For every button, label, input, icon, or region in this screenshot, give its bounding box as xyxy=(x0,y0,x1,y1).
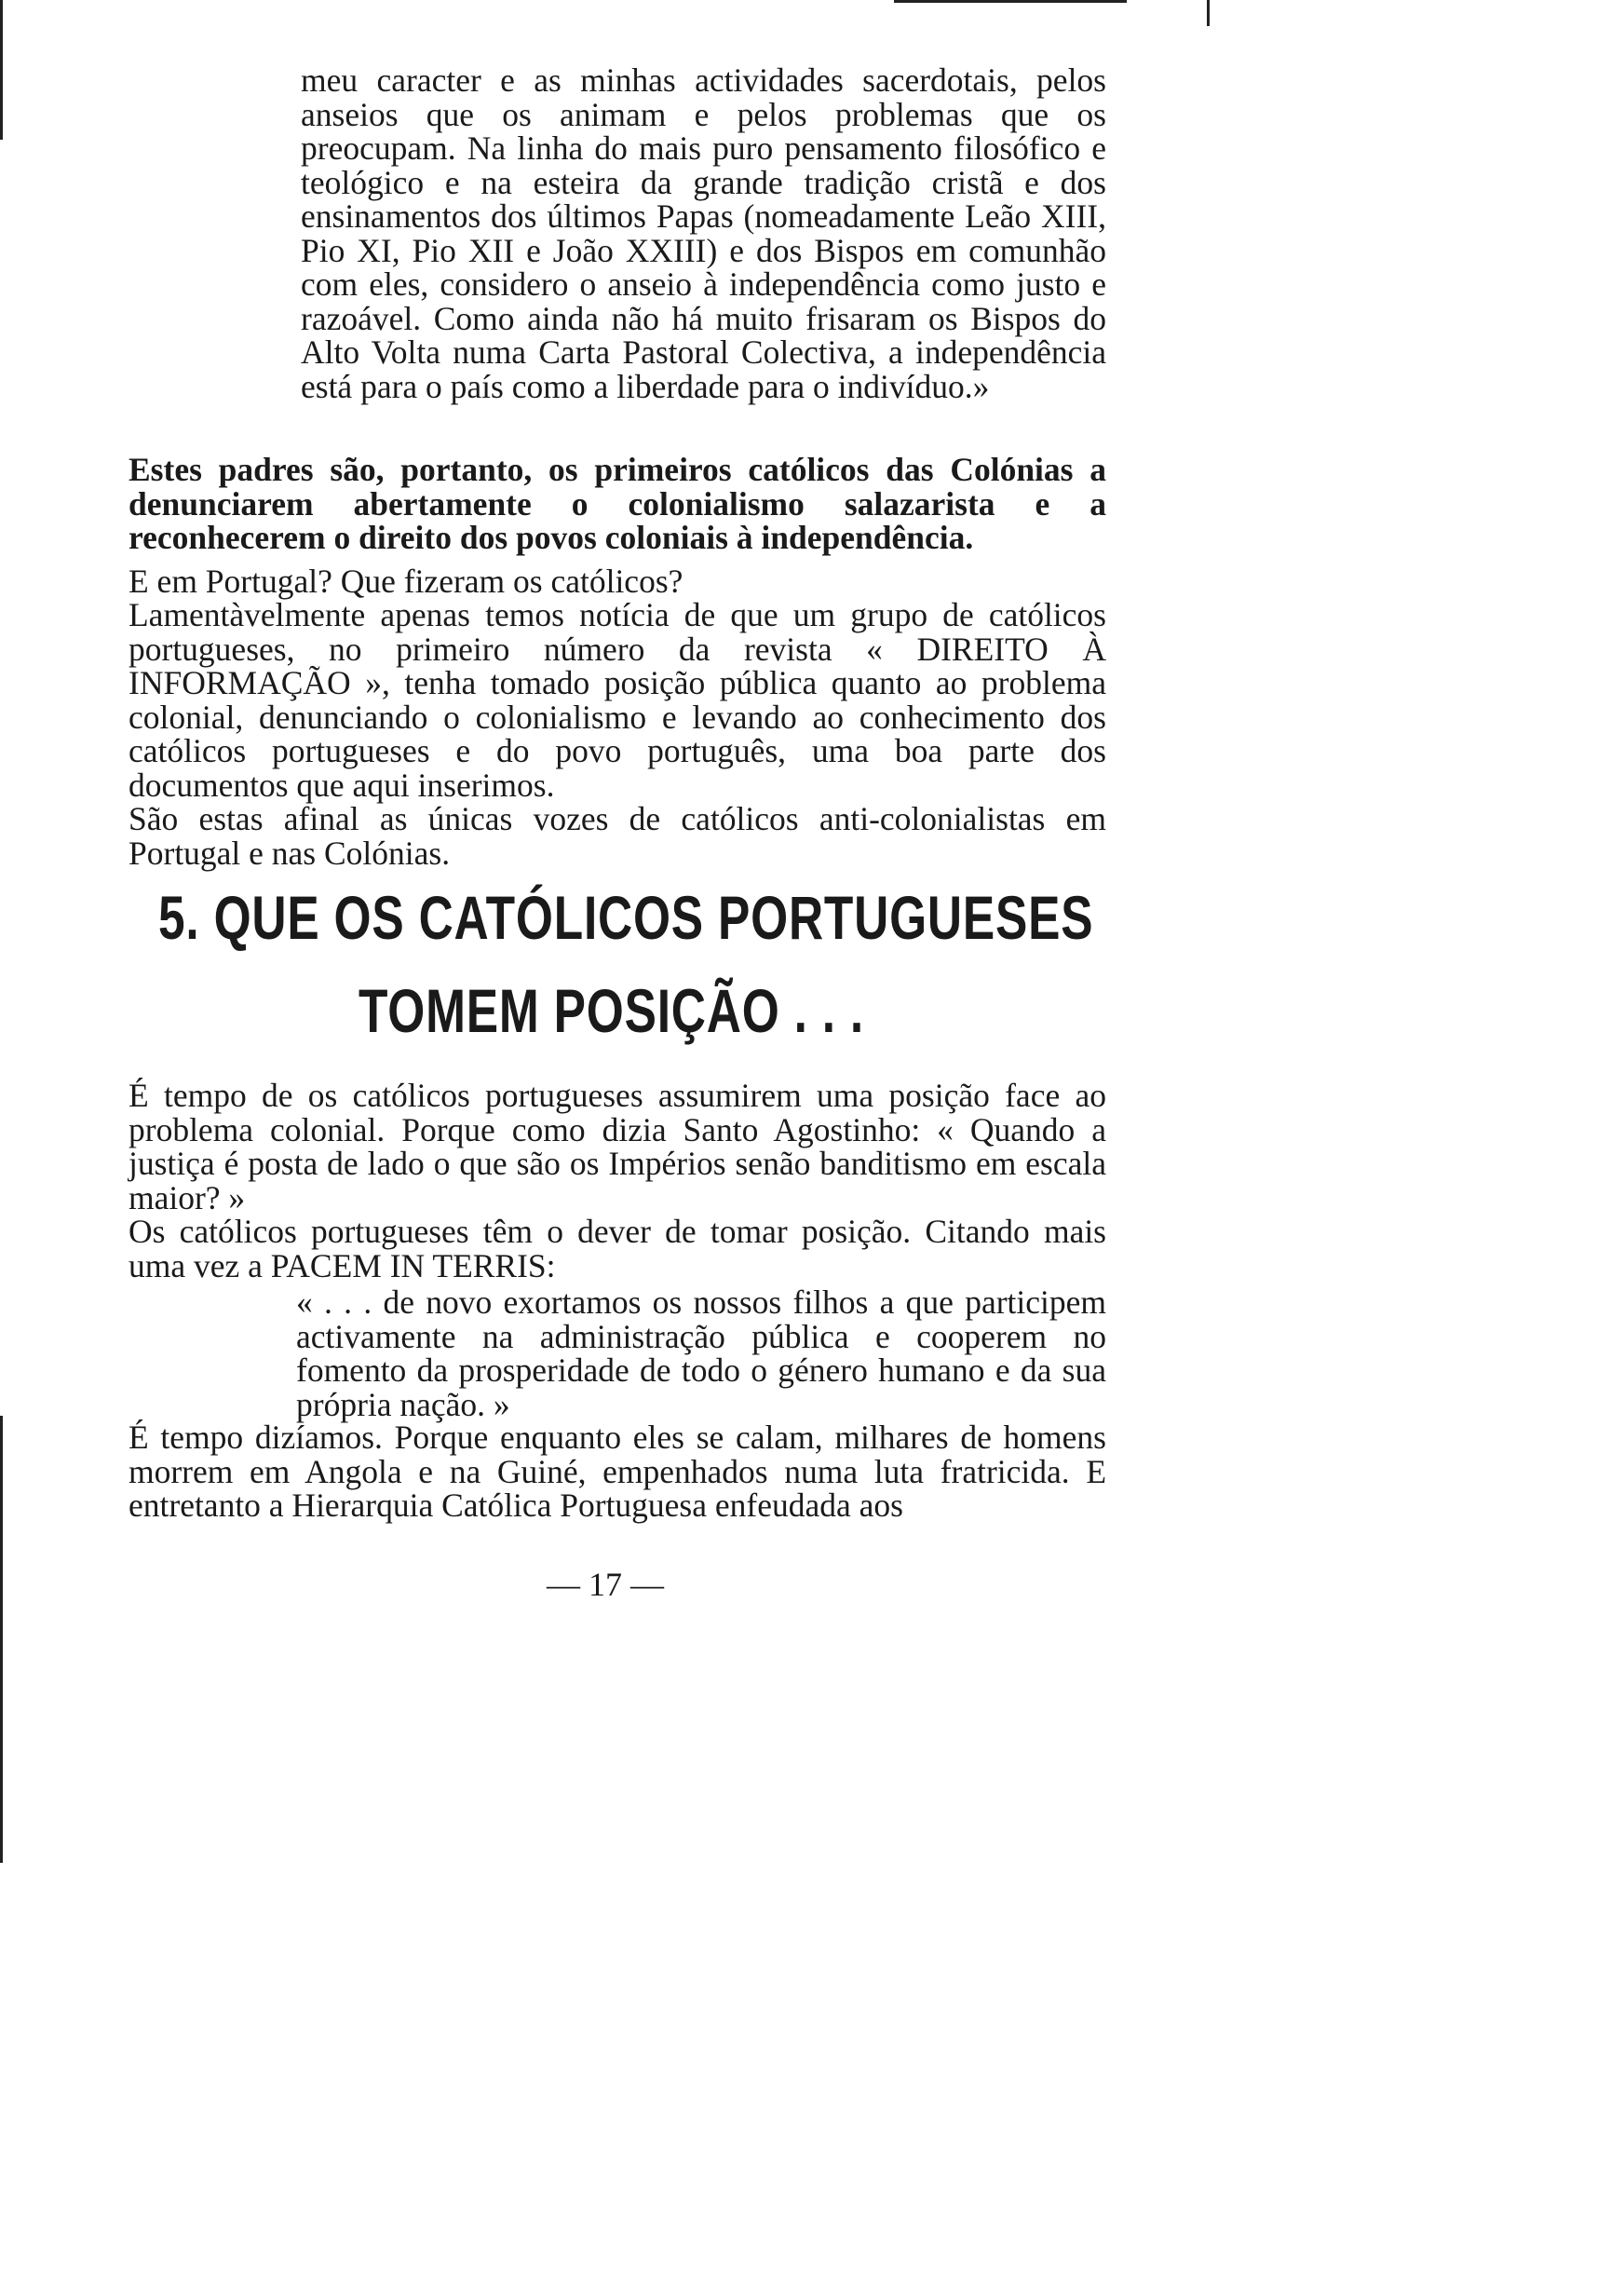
paragraph-3: Lamentàvelmente apenas temos notícia de que um grupo de católicos portugueses, no primeiro número da revista « DIREITO À INFORMAÇÃO », tenha tomado posição pública quanto ao problema colonial, denunciando o colonialismo e levando ao conhecimento dos católicos portugueses e do povo português, uma boa parte dos documentos que aqui inserimos. xyxy=(129,596,1106,804)
paragraph-4: São estas afinal as únicas vozes de católicos anti-colonialistas em Portugal e nas Colónias. xyxy=(129,800,1106,872)
page-number: — 17 — xyxy=(547,1566,664,1603)
section-heading-line-2: TOMEM POSIÇÃO . . . xyxy=(359,976,865,1045)
scan-edge-top-right xyxy=(1207,0,1210,26)
section-heading-line-1: 5. QUE OS CATÓLICOS PORTUGUESES xyxy=(158,883,1094,952)
quote-top-text: meu caracter e as minhas actividades sacerdotais, pelos anseios que os animam e pelos problemas que os preocupam. Na linha do mais puro pensamento filosófico e teológico e na esteira da grande tradição cristã e dos ensinamentos dos últimos Papas (nomeadamente Leão XIII, Pio XI, Pio XII e João XXIII) e dos Bispos em comunhão com eles, considero o anseio à independência como justo e razoável. Como ainda não há muito frisaram os Bispos do Alto Volta numa Carta Pastoral Colectiva, a independência está para o país como a liberdade para o indivíduo.» xyxy=(301,61,1106,405)
body-section-1 xyxy=(129,453,1106,870)
quote-continuation xyxy=(301,63,1106,403)
paragraph-7: É tempo dizíamos. Porque enquanto eles se calam, milhares de homens morrem em Angola e na Guiné, empenhados numa luta fratricida. E entretanto a Hierarquia Católica Portuguesa enfeudada aos xyxy=(129,1419,1106,1524)
paragraph-6: Os católicos portugueses têm o dever de tomar posição. Citando mais uma vez a PACEM IN TERRIS: xyxy=(129,1213,1106,1284)
paragraph-5: É tempo de os católicos portugueses assumirem uma posição face ao problema colonial. Porque como dizia Santo Agostinho: « Quando a justiça é posta de lado o que são os Impérios senão banditismo em escala maior? » xyxy=(129,1077,1106,1216)
paragraph-2: E em Portugal? Que fizeram os católicos? xyxy=(129,562,683,600)
paragraph-1: Estes padres são, portanto, os primeiros católicos das Colónias a denunciarem abertamente o colonialismo salazarista e a reconhecerem o direito dos povos coloniais à independência. xyxy=(129,451,1106,556)
scan-edge-left-lower xyxy=(0,1416,3,1863)
pacem-in-terris-quote: « . . . de novo exortamos os nossos filhos a que participem activamente na administração pública e cooperem no fomento da prosperidade de todo o género humano e da sua própria nação. » xyxy=(296,1283,1106,1423)
scan-edge-top xyxy=(894,0,1127,3)
body-section-2 xyxy=(129,1079,1106,1283)
scan-edge-left xyxy=(0,0,3,140)
body-section-3 xyxy=(129,1420,1106,1523)
